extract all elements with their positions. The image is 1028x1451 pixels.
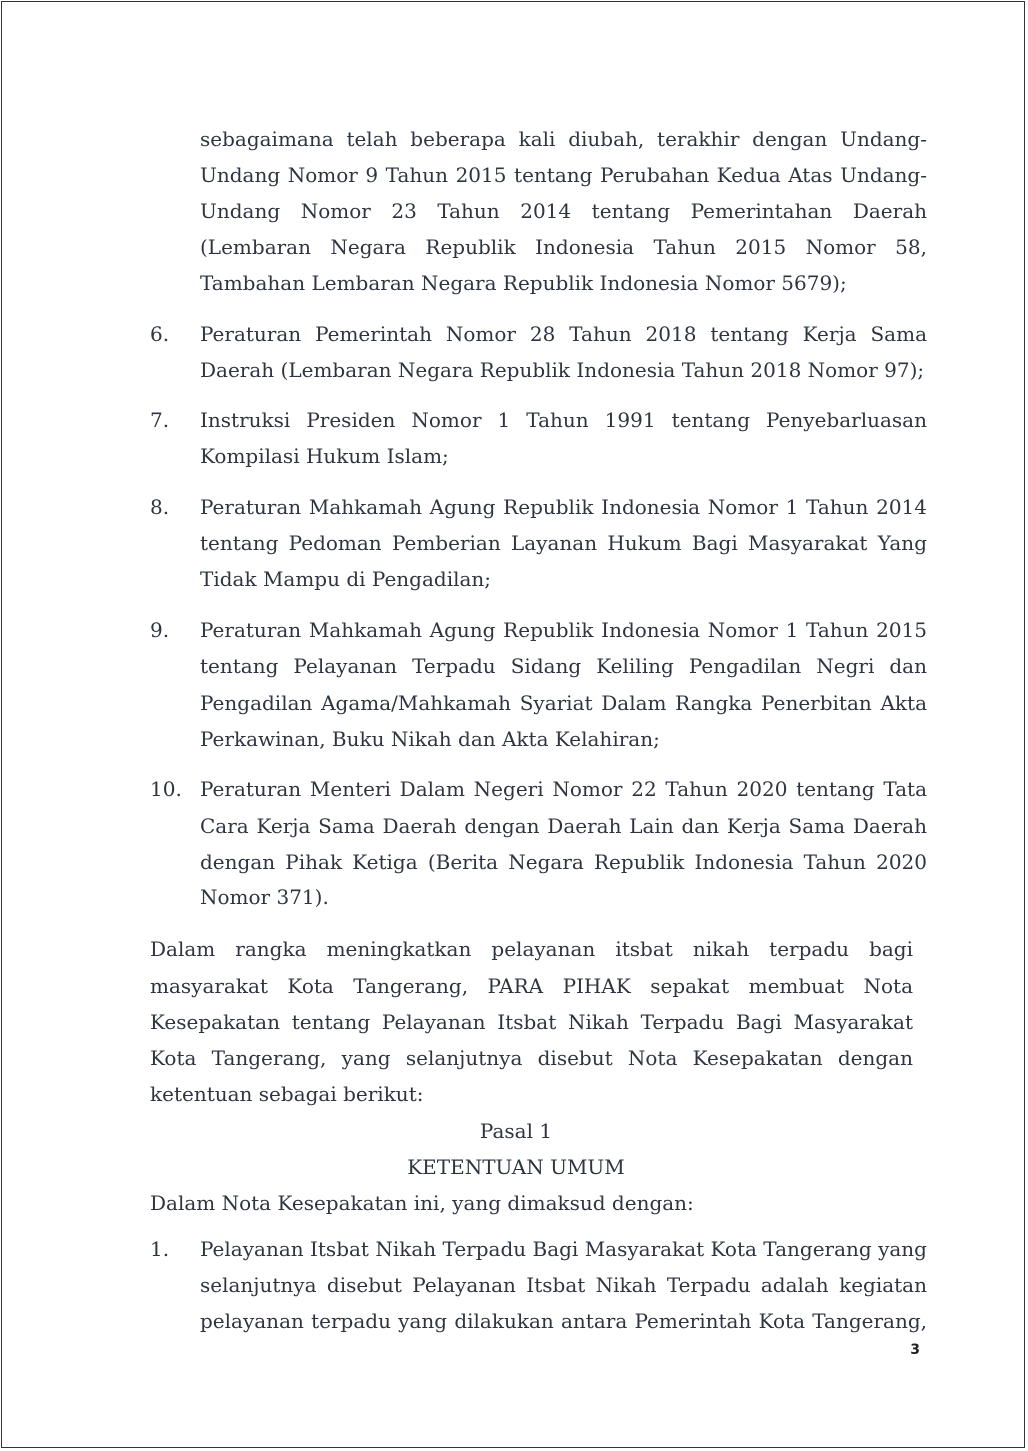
definition1-line-3: pelayanan terpadu yang dilakukan antara Pemerintah Kota Tangerang,: [200, 1309, 927, 1333]
item-number: 7.: [150, 408, 170, 432]
item5-line-2: Undang Nomor 9 Tahun 2015 tentang Perubahan Kedua Atas Undang-: [200, 163, 927, 187]
item8-line-3: Tidak Mampu di Pengadilan;: [200, 567, 492, 591]
paragraph-line-5: ketentuan sebagai berikut:: [150, 1082, 424, 1106]
item-number: 6.: [150, 322, 170, 346]
pasal-title: Pasal 1: [479, 1119, 553, 1143]
item9-line-1: Peraturan Mahkamah Agung Republik Indonesia Nomor 1 Tahun 2015: [200, 618, 927, 642]
item6-line-2: Daerah (Lembaran Negara Republik Indonesia Tahun 2018 Nomor 97);: [200, 358, 925, 382]
item5-line-3: Undang Nomor 23 Tahun 2014 tentang Pemerintahan Daerah: [200, 199, 927, 223]
item6-line-1: Peraturan Pemerintah Nomor 28 Tahun 2018 tentang Kerja Sama: [200, 322, 927, 346]
paragraph-line-3: Kesepakatan tentang Pelayanan Itsbat Nikah Terpadu Bagi Masyarakat: [150, 1010, 913, 1034]
item10-line-1: Peraturan Menteri Dalam Negeri Nomor 22 Tahun 2020 tentang Tata: [200, 777, 927, 801]
item10-line-3: dengan Pihak Ketiga (Berita Negara Republik Indonesia Tahun 2020: [200, 850, 927, 874]
paragraph-line-4: Kota Tangerang, yang selanjutnya disebut Nota Kesepakatan dengan: [150, 1046, 913, 1070]
definition-number: 1.: [150, 1237, 170, 1261]
item-number: 10.: [150, 777, 182, 801]
definitions-intro: Dalam Nota Kesepakatan ini, yang dimaksud dengan:: [150, 1191, 694, 1215]
definition1-line-1: Pelayanan Itsbat Nikah Terpadu Bagi Masyarakat Kota Tangerang yang: [200, 1237, 927, 1261]
item8-line-2: tentang Pedoman Pemberian Layanan Hukum Bagi Masyarakat Yang: [200, 531, 927, 555]
item5-line-1: sebagaimana telah beberapa kali diubah, terakhir dengan Undang-: [200, 127, 927, 151]
item9-line-3: Pengadilan Agama/Mahkamah Syariat Dalam Rangka Penerbitan Akta: [200, 691, 927, 715]
item10-line-2: Cara Kerja Sama Daerah dengan Daerah Lain dan Kerja Sama Daerah: [200, 814, 927, 838]
paragraph-line-2: masyarakat Kota Tangerang, PARA PIHAK sepakat membuat Nota: [150, 974, 913, 998]
page-number: 3: [910, 1342, 920, 1358]
item5-line-5: Tambahan Lembaran Negara Republik Indonesia Nomor 5679);: [200, 271, 847, 295]
item7-line-1: Instruksi Presiden Nomor 1 Tahun 1991 tentang Penyebarluasan: [200, 408, 927, 432]
pasal-heading: KETENTUAN UMUM: [407, 1155, 625, 1179]
document-page: [1, 1, 1025, 1448]
item-number: 8.: [150, 495, 170, 519]
item10-line-4: Nomor 371).: [200, 885, 329, 909]
paragraph-line-1: Dalam rangka meningkatkan pelayanan itsbat nikah terpadu bagi: [150, 937, 913, 961]
item9-line-2: tentang Pelayanan Terpadu Sidang Keliling Pengadilan Negri dan: [200, 654, 927, 678]
item8-line-1: Peraturan Mahkamah Agung Republik Indonesia Nomor 1 Tahun 2014: [200, 495, 927, 519]
item5-line-4: (Lembaran Negara Republik Indonesia Tahun 2015 Nomor 58,: [200, 235, 927, 259]
item9-line-4: Perkawinan, Buku Nikah dan Akta Kelahiran;: [200, 727, 660, 751]
item7-line-2: Kompilasi Hukum Islam;: [200, 444, 449, 468]
definition1-line-2: selanjutnya disebut Pelayanan Itsbat Nikah Terpadu adalah kegiatan: [200, 1273, 927, 1297]
item-number: 9.: [150, 618, 170, 642]
